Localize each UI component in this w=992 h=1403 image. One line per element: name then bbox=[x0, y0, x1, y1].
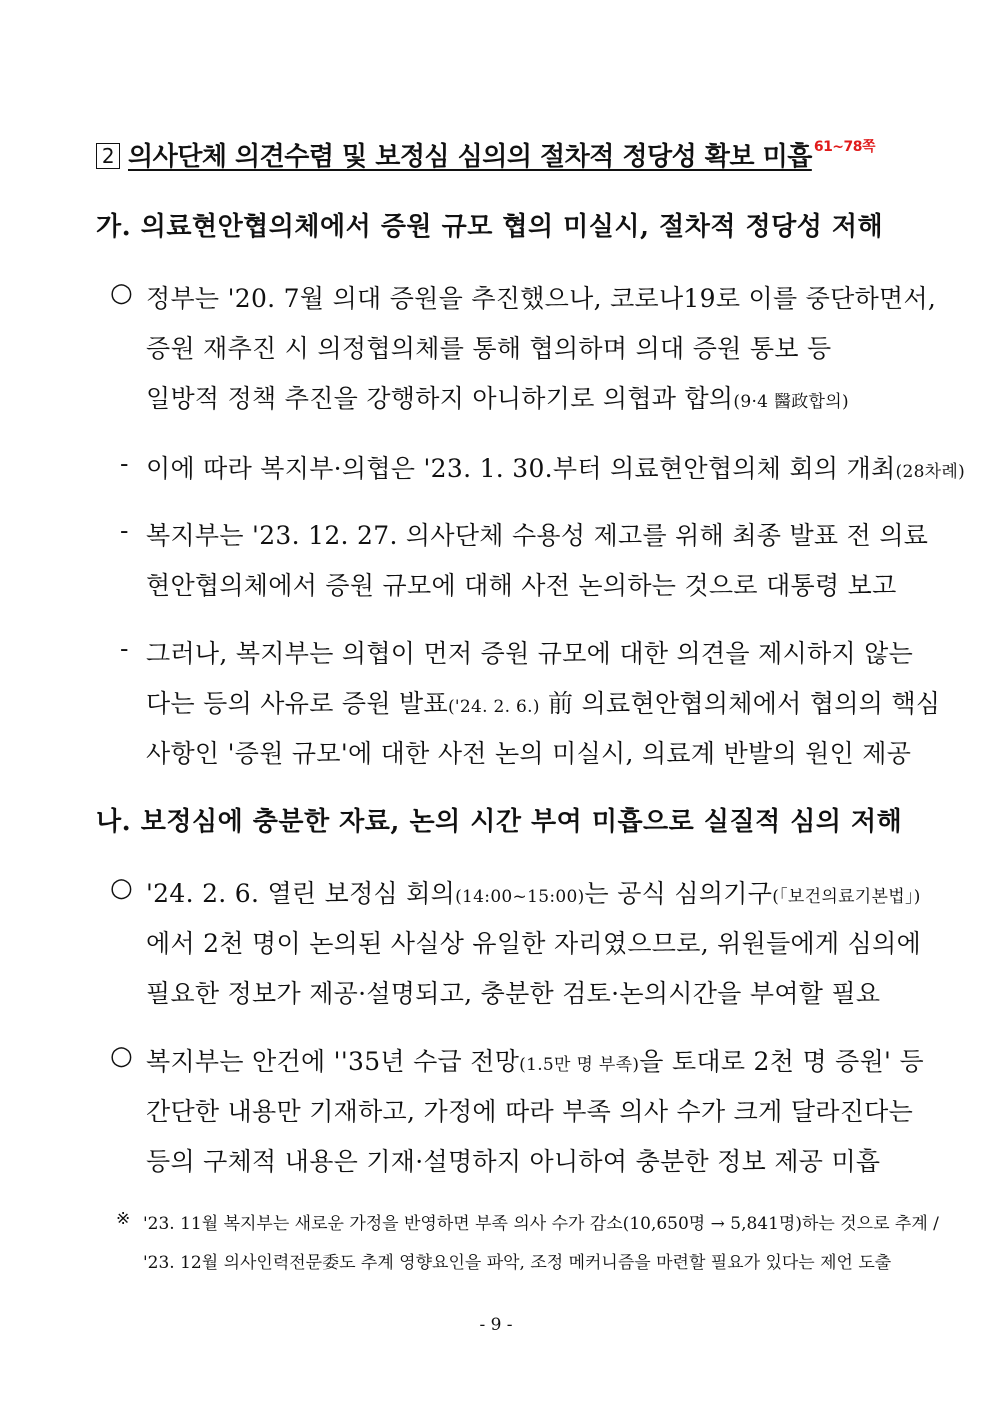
paragraph-line: 다는 등의 사유로 증원 발표('24. 2. 6.) 前 의료현안협의체에서 협의의 핵심 bbox=[146, 689, 941, 718]
inline-note: (28차례) bbox=[895, 462, 966, 482]
paragraph-line: 그러나, 복지부는 의협이 먼저 증원 규모에 대한 의견을 제시하지 않는 bbox=[146, 639, 914, 668]
page-number: - 9 - bbox=[479, 1315, 513, 1335]
bullet-marker: ○ bbox=[110, 1041, 133, 1071]
paragraph-line: 정부는 '20. 7월 의대 증원을 추진했으나, 코로나19로 이를 중단하면서, bbox=[146, 284, 937, 313]
paragraph-line: 증원 재추진 시 의정협의체를 통해 협의하며 의대 증원 통보 등 bbox=[146, 334, 832, 363]
paragraph-line: 일방적 정책 추진을 강행하지 아니하기로 의협과 합의(9·4 醫政합의) bbox=[146, 384, 849, 413]
bullet-marker: ○ bbox=[110, 278, 133, 308]
paragraph-line: 등의 구체적 내용은 기재·설명하지 아니하여 충분한 정보 제공 미흡 bbox=[146, 1147, 881, 1176]
inline-note: (9·4 醫政합의) bbox=[733, 392, 849, 412]
note-line: '23. 12월 의사인력전문委도 추계 영향요인을 파악, 조정 메커니즘을 마련할 필요가 있다는 제언 도출 bbox=[143, 1253, 892, 1273]
paragraph-line: 현안협의체에서 증원 규모에 대해 사전 논의하는 것으로 대통령 보고 bbox=[146, 571, 897, 600]
paragraph-line: 에서 2천 명이 논의된 사실상 유일한 자리였으므로, 위원들에게 심의에 bbox=[146, 929, 922, 958]
dash-marker: - bbox=[120, 516, 129, 545]
inline-note: (1.5만 명 부족) bbox=[519, 1055, 640, 1075]
heading-part-b: 나. 보정심에 충분한 자료, 논의 시간 부여 미흡으로 실질적 심의 저해 bbox=[96, 807, 903, 837]
paragraph-line: 간단한 내용만 기재하고, 가정에 따라 부족 의사 수가 크게 달라진다는 bbox=[146, 1097, 914, 1126]
heading-part-a: 가. 의료현안협의체에서 증원 규모 협의 미실시, 절차적 정당성 저해 bbox=[96, 212, 884, 242]
section-title-text: 의사단체 의견수렴 및 보정심 심의의 절차적 정당성 확보 미흡 bbox=[128, 142, 812, 172]
inline-note: ('24. 2. 6.) bbox=[447, 697, 540, 717]
section-title bbox=[96, 136, 875, 173]
bullet-marker: ○ bbox=[110, 873, 133, 903]
note-line: '23. 11월 복지부는 새로운 가정을 반영하면 부족 의사 수가 감소(10,650명 → 5,841명)하는 것으로 추계 / bbox=[143, 1214, 939, 1234]
paragraph-line: 필요한 정보가 제공·설명되고, 충분한 검토·논의시간을 부여할 필요 bbox=[146, 979, 881, 1008]
page-reference: 61~78쪽 bbox=[813, 139, 876, 155]
paragraph-line: '24. 2. 6. 열린 보정심 회의(14:00~15:00)는 공식 심의기구(「보건의료기본법」) bbox=[146, 879, 921, 908]
paragraph-line: 복지부는 안건에 ''35년 수급 전망(1.5만 명 부족)을 토대로 2천 명 증원' 등 bbox=[146, 1047, 924, 1076]
paragraph-line: 복지부는 '23. 12. 27. 의사단체 수용성 제고를 위해 최종 발표 전 의료 bbox=[146, 521, 929, 550]
dash-marker: - bbox=[120, 449, 129, 478]
note-marker: ※ bbox=[116, 1209, 131, 1229]
paragraph-line: 사항인 '증원 규모'에 대한 사전 논의 미실시, 의료계 반발의 원인 제공 bbox=[146, 739, 912, 768]
inline-note: (14:00~15:00) bbox=[455, 887, 585, 907]
paragraph-line: 이에 따라 복지부·의협은 '23. 1. 30.부터 의료현안협의체 회의 개최(28차례) bbox=[146, 454, 966, 483]
dash-marker: - bbox=[120, 634, 129, 663]
section-number-box: 2 bbox=[96, 143, 120, 169]
inline-note: (「보건의료기본법」) bbox=[772, 887, 921, 907]
